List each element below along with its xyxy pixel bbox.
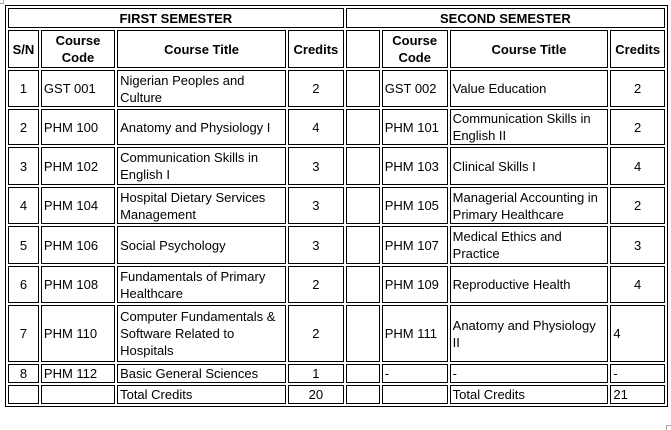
blank-cell <box>346 364 380 383</box>
credits-cell: 3 <box>288 147 344 185</box>
course-title-cell: - <box>450 364 609 383</box>
course-code-cell: PHM 108 <box>41 266 115 303</box>
credits-cell: - <box>610 364 665 383</box>
course-title-cell: Fundamentals of Primary Healthcare <box>117 266 286 303</box>
total-credits-label-2: Total Credits <box>450 385 609 404</box>
curriculum-table <box>5 5 668 407</box>
total-credits-value-2: 21 <box>610 385 665 404</box>
credits-cell: 2 <box>288 70 344 107</box>
blank-cell <box>346 385 380 404</box>
blank-cell <box>346 266 380 303</box>
header-credits-2: Credits <box>610 30 665 68</box>
sn-cell: 2 <box>8 109 39 145</box>
header-sn: S/N <box>8 30 39 68</box>
semester-header-row <box>8 8 665 28</box>
sn-cell: 7 <box>8 305 39 362</box>
credits-cell: 2 <box>610 109 665 145</box>
blank-cell <box>8 385 39 404</box>
course-code-cell: PHM 100 <box>41 109 115 145</box>
course-code-cell: GST 002 <box>382 70 448 107</box>
sn-cell: 5 <box>8 226 39 264</box>
course-code-cell: PHM 110 <box>41 305 115 362</box>
table-row <box>8 147 665 185</box>
table-row <box>8 70 665 107</box>
sn-cell: 6 <box>8 266 39 303</box>
page-corner-mark <box>0 0 4 4</box>
credits-cell: 3 <box>610 226 665 264</box>
credits-cell: 2 <box>288 266 344 303</box>
table-row <box>8 305 665 362</box>
course-title-cell: Medical Ethics and Practice <box>450 226 609 264</box>
course-title-cell: Hospital Dietary Services Management <box>117 187 286 224</box>
credits-cell: 4 <box>610 266 665 303</box>
total-row <box>8 385 665 404</box>
page-corner-mark <box>666 425 671 430</box>
credits-cell: 3 <box>288 226 344 264</box>
credits-cell: 4 <box>610 147 665 185</box>
blank-cell <box>346 109 380 145</box>
column-header-row <box>8 30 665 68</box>
course-title-cell: Anatomy and Physiology I <box>117 109 286 145</box>
credits-cell: 4 <box>288 109 344 145</box>
second-semester-heading: SECOND SEMESTER <box>346 8 665 28</box>
credits-cell: 1 <box>288 364 344 383</box>
table-row <box>8 109 665 145</box>
course-code-cell: PHM 102 <box>41 147 115 185</box>
course-title-cell: Anatomy and Physiology II <box>450 305 609 362</box>
table-row <box>8 266 665 303</box>
table-row <box>8 226 665 264</box>
blank-cell <box>382 385 448 404</box>
credits-cell: 3 <box>288 187 344 224</box>
header-credits-1: Credits <box>288 30 344 68</box>
blank-cell <box>346 187 380 224</box>
header-course-code-1: Course Code <box>41 30 115 68</box>
course-code-cell: PHM 111 <box>382 305 448 362</box>
course-code-cell: PHM 105 <box>382 187 448 224</box>
total-credits-label-1: Total Credits <box>117 385 286 404</box>
table-row <box>8 187 665 224</box>
credits-cell: 2 <box>288 305 344 362</box>
sn-cell: 4 <box>8 187 39 224</box>
header-course-title-2: Course Title <box>450 30 609 68</box>
course-title-cell: Nigerian Peoples and Culture <box>117 70 286 107</box>
first-semester-heading: FIRST SEMESTER <box>8 8 344 28</box>
blank-cell <box>346 305 380 362</box>
blank-cell <box>41 385 115 404</box>
course-code-cell: GST 001 <box>41 70 115 107</box>
header-course-code-2: Course Code <box>382 30 448 68</box>
course-title-cell: Basic General Sciences <box>117 364 286 383</box>
course-code-cell: PHM 112 <box>41 364 115 383</box>
blank-cell <box>346 70 380 107</box>
credits-cell: 2 <box>610 70 665 107</box>
table-row <box>8 364 665 383</box>
sn-cell: 1 <box>8 70 39 107</box>
course-code-cell: - <box>382 364 448 383</box>
total-credits-value-1: 20 <box>288 385 344 404</box>
blank-cell <box>346 147 380 185</box>
course-title-cell: Value Education <box>450 70 609 107</box>
course-code-cell: PHM 109 <box>382 266 448 303</box>
sn-cell: 3 <box>8 147 39 185</box>
blank-cell <box>346 226 380 264</box>
course-title-cell: Communication Skills in English II <box>450 109 609 145</box>
course-title-cell: Reproductive Health <box>450 266 609 303</box>
course-title-cell: Managerial Accounting in Primary Healthcare <box>450 187 609 224</box>
course-title-cell: Social Psychology <box>117 226 286 264</box>
course-code-cell: PHM 103 <box>382 147 448 185</box>
course-title-cell: Clinical Skills I <box>450 147 609 185</box>
credits-cell: 2 <box>610 187 665 224</box>
sn-cell: 8 <box>8 364 39 383</box>
course-title-cell: Communication Skills in English I <box>117 147 286 185</box>
header-course-title-1: Course Title <box>117 30 286 68</box>
course-code-cell: PHM 106 <box>41 226 115 264</box>
header-blank <box>346 30 380 68</box>
credits-cell: 4 <box>610 305 665 362</box>
course-code-cell: PHM 107 <box>382 226 448 264</box>
course-title-cell: Computer Fundamentals & Software Related to Hospitals <box>117 305 286 362</box>
course-code-cell: PHM 104 <box>41 187 115 224</box>
course-code-cell: PHM 101 <box>382 109 448 145</box>
